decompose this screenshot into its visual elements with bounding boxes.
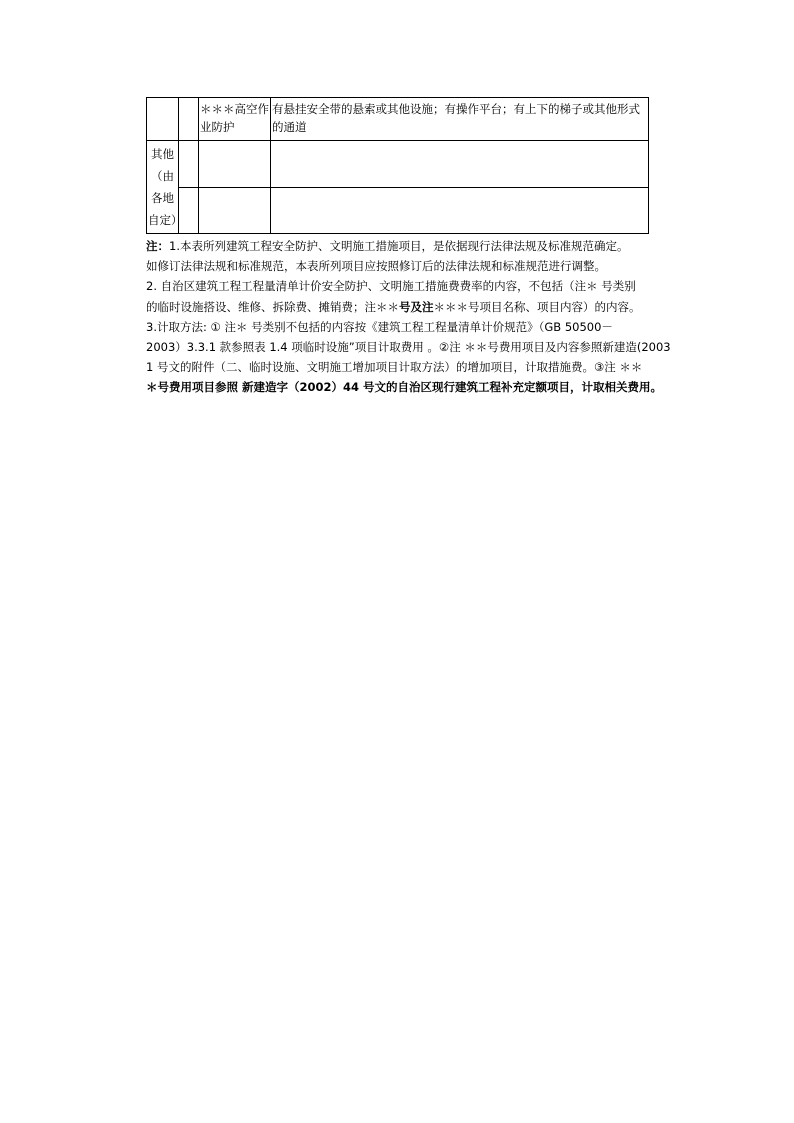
note-prefix: 注：: [146, 239, 169, 253]
item-name-cell-empty: [199, 187, 271, 234]
measures-table: [146, 97, 649, 234]
note-text: ＊＊＊号项目名称、项目内容）的内容。: [433, 299, 641, 314]
note-text: 的临时设施搭设、维修、拆除费、摊销费；注＊＊: [146, 299, 399, 314]
other-category-cell: 其他（由各地自定）: [147, 141, 179, 234]
note-bold-text: 号及注: [399, 299, 434, 314]
note-line: 2. 自治区建筑工程工程量清单计价安全防护、文明施工措施费费率的内容，不包括（注＊ 号类别: [146, 279, 636, 294]
category-cell-empty: [147, 98, 179, 141]
note-line: 1 号文的附件（二、临时设施、文明施工增加项目计取方法）的增加项目，计取措施费。③注 ＊＊: [146, 360, 643, 375]
note-line: 如修订法律法规和标准规范，本表所列项目应按照修订后的法律法规和标准规范进行调整。: [146, 259, 606, 274]
index-cell-empty: [179, 141, 199, 188]
item-content-cell-empty: [271, 187, 649, 234]
table-row: [147, 187, 649, 234]
note-line: ＊号费用项目参照 新建造字（2002）44 号文的自治区现行建筑工程补充定额项目，计取相关费用。: [146, 380, 663, 395]
table-row: [147, 141, 649, 188]
index-cell-empty: [179, 98, 199, 141]
notes-section: [146, 236, 671, 398]
item-name-cell: ＊＊＊高空作业防护: [199, 98, 271, 141]
table-row: [147, 98, 649, 141]
note-text: 1.本表所列建筑工程安全防护、文明施工措施项目，是依据现行法律法规及标准规范确定。: [169, 239, 629, 253]
note-line: 2003）3.3.1 款参照表 1.4 项临时设施”项目计取费用 。②注 ＊＊号费用项目及内容参照新建造(2003: [146, 339, 671, 354]
item-content-cell: 有悬挂安全带的悬索或其他设施；有操作平台；有上下的梯子或其他形式的通道: [271, 98, 649, 141]
item-content-cell-empty: [271, 141, 649, 188]
item-name-cell-empty: [199, 141, 271, 188]
note-line: [146, 236, 649, 256]
note-line: [146, 297, 649, 317]
note-line: 3.计取方法: ① 注＊ 号类别不包括的内容按《建筑工程工程量清单计价规范》（GB 50500－: [146, 319, 613, 334]
